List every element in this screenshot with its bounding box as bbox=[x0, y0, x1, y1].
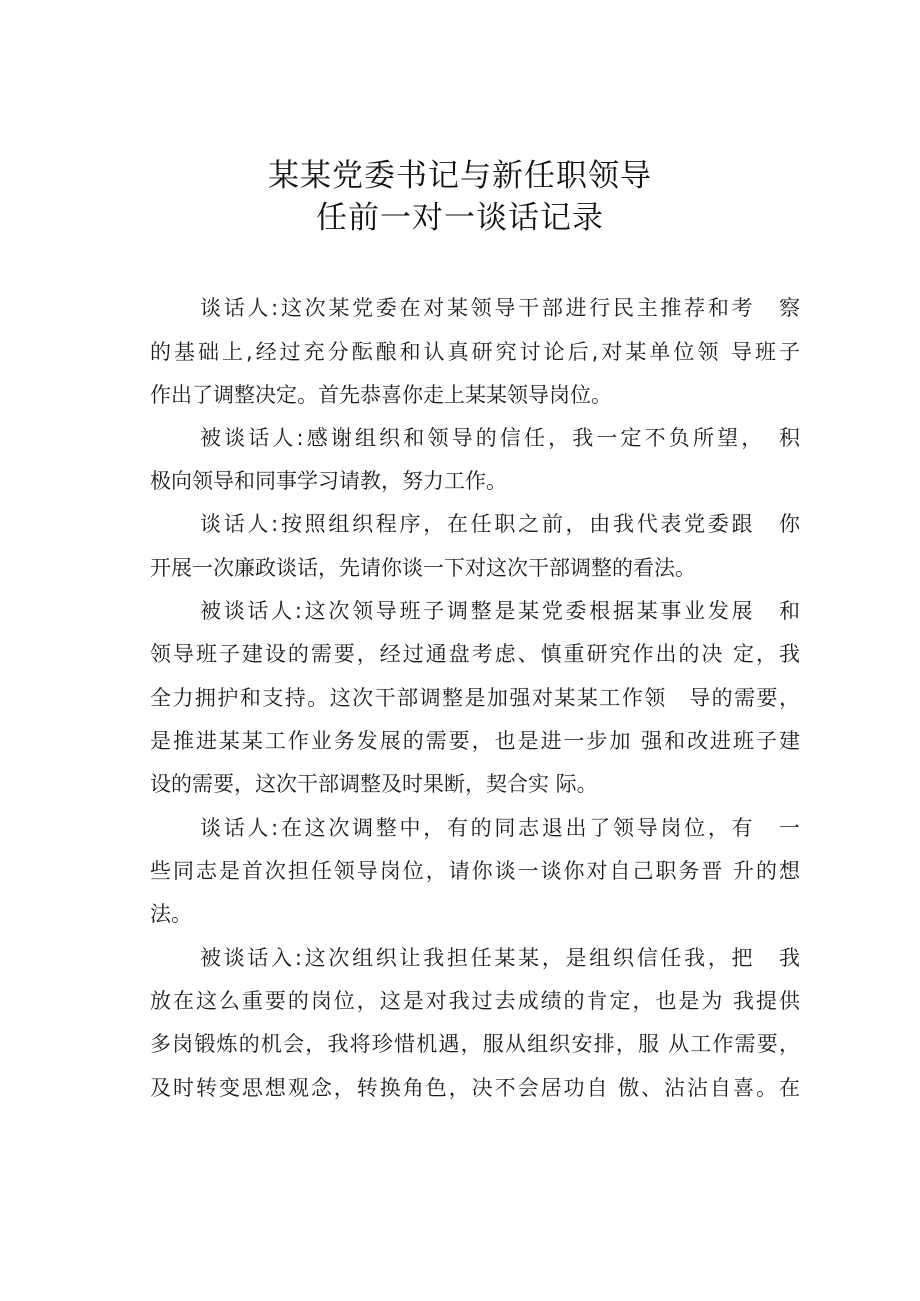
paragraph-line: 领导班子建设的需要，经过通盘考虑、慎重研究作出的决 定，我 bbox=[150, 642, 800, 666]
paragraph-line: 是推进某某工作业务发展的需要，也是进一步加 强和改进班子建 bbox=[150, 729, 800, 753]
paragraph-line: 谈话人:这次某党委在对某领导干部进行民主推荐和考 察 bbox=[200, 296, 800, 320]
paragraph-line: 开展一次廉政谈话，先请你谈一下对这次干部调整的看法。 bbox=[150, 556, 696, 580]
paragraph-line: 全力拥护和支持。这次干部调整是加强对某某工作领 导的需要， bbox=[150, 686, 800, 710]
paragraph-line: 多岗锻炼的机会，我将珍惜机遇，服从组织安排，服 从工作需要， bbox=[150, 1032, 800, 1056]
paragraph-line: 放在这么重要的岗位，这是对我过去成绩的肯定，也是为 我提供 bbox=[150, 989, 800, 1013]
paragraph-line: 被谈话人:这次领导班子调整是某党委根据某事业发展 和 bbox=[200, 599, 800, 623]
paragraph-line: 法。 bbox=[150, 902, 192, 926]
paragraph-line: 些同志是首次担任领导岗位，请你谈一谈你对自己职务晋 升的想 bbox=[150, 859, 800, 883]
document-title-line-1: 某某党委书记与新任职领导 bbox=[268, 158, 652, 194]
paragraph-line: 谈话人:按照组织程序，在任职之前，由我代表党委跟 你 bbox=[200, 512, 800, 536]
paragraph-line: 设的需要，这次干部调整及时果断，契合实 际。 bbox=[150, 772, 598, 796]
paragraph-line: 被谈话人:感谢组织和领导的信任，我一定不负所望， 积 bbox=[200, 426, 800, 450]
paragraph-line: 及时转变思想观念，转换角色，决不会居功自 傲、沾沾自喜。在 bbox=[150, 1076, 800, 1100]
paragraph-line: 谈话人:在这次调整中，有的同志退出了领导岗位，有 一 bbox=[200, 816, 800, 840]
paragraph-line: 的基础上,经过充分酝酿和认真研究讨论后,对某单位领 导班子 bbox=[150, 340, 800, 364]
paragraph-line: 被谈话入:这次组织让我担任某某，是组织信任我，把 我 bbox=[200, 946, 800, 970]
paragraph-line: 作出了调整决定。首先恭喜你走上某某领导岗位。 bbox=[150, 383, 612, 407]
document-title-line-2: 任前一对一谈话记录 bbox=[316, 200, 604, 236]
paragraph-line: 极向领导和同事学习请教，努力工作。 bbox=[150, 469, 507, 493]
